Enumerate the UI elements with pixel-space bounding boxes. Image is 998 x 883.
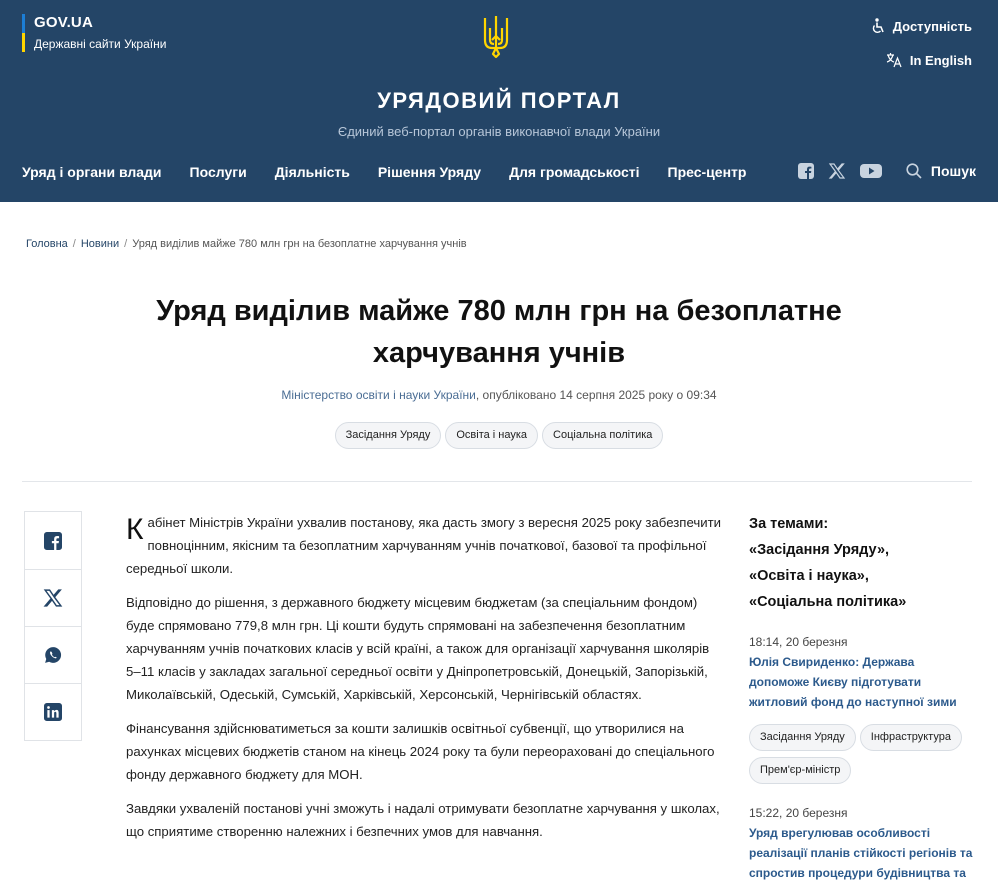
breadcrumb-current: Уряд виділив майже 780 млн грн на безоплатне харчування учнів bbox=[132, 238, 467, 250]
related-topics bbox=[749, 511, 974, 615]
sidebar bbox=[749, 511, 974, 883]
portal-subtitle: Єдиний веб-портал органів виконавчої влади України bbox=[337, 124, 661, 139]
nav-decisions[interactable]: Рішення Уряду bbox=[377, 164, 482, 180]
topics-label: За темами: bbox=[749, 516, 829, 532]
search-label: Пошук bbox=[930, 163, 976, 179]
nav-services[interactable]: Послуги bbox=[189, 164, 247, 180]
site-header bbox=[0, 0, 998, 202]
share-whatsapp-button[interactable] bbox=[25, 626, 81, 683]
youtube-icon[interactable] bbox=[860, 163, 882, 179]
article-title bbox=[100, 290, 898, 374]
news-tags bbox=[749, 724, 974, 784]
article-paragraph: Фінансування здійснюватиметься за кошти залишків освітньої субвенції, що утворилися на рахунках місцевих бюджетів станом на кінець 2024 року та були переораховані до спеціального фонду державного бюджету для МОН. bbox=[126, 721, 715, 782]
article-paragraph-text: абінет Міністрів України ухвалив постанову, яка дасть змогу з вересня 2025 року забезпечити повноцінним, якісним та безоплатним харчуванням учнів початкової, базової та профільної середньої школи. bbox=[126, 515, 721, 576]
nav-activity[interactable]: Діяльність bbox=[274, 164, 350, 180]
language-label: In English bbox=[909, 52, 972, 68]
trident-icon[interactable] bbox=[482, 14, 510, 58]
article-dropcap: К bbox=[126, 513, 144, 546]
share-facebook-button[interactable] bbox=[25, 512, 81, 569]
article-meta bbox=[0, 388, 998, 402]
nav-government[interactable]: Уряд і органи влади bbox=[22, 164, 162, 180]
translate-icon bbox=[886, 52, 902, 68]
news-item bbox=[749, 804, 974, 883]
article-paragraph bbox=[126, 511, 722, 580]
article-body bbox=[126, 511, 722, 854]
accessibility-icon bbox=[871, 18, 885, 34]
gov-ua-title[interactable]: GOV.UA bbox=[34, 14, 93, 31]
news-item bbox=[749, 633, 974, 784]
gov-ua-logo[interactable] bbox=[22, 14, 166, 52]
main-nav bbox=[22, 164, 746, 180]
news-title-link[interactable]: Юлія Свириденко: Держава допоможе Києву підготувати житловий фонд до наступної зими bbox=[749, 655, 957, 709]
search-icon bbox=[906, 163, 922, 179]
breadcrumb-news[interactable]: Новини bbox=[80, 238, 120, 250]
x-icon bbox=[44, 589, 62, 607]
topic-link[interactable]: «Засідання Уряду», bbox=[749, 542, 890, 558]
breadcrumb bbox=[26, 238, 467, 250]
share-linkedin-button[interactable] bbox=[25, 683, 81, 740]
search-button[interactable] bbox=[906, 163, 976, 179]
news-date: 15:22, 20 березня bbox=[749, 806, 848, 820]
facebook-icon bbox=[44, 532, 62, 550]
language-switch[interactable] bbox=[871, 50, 972, 70]
accessibility-button[interactable] bbox=[871, 16, 972, 36]
article-title-line: Уряд виділив майже 780 млн грн на безоплатне bbox=[156, 295, 842, 327]
news-date: 18:14, 20 березня bbox=[749, 635, 848, 649]
nav-public[interactable]: Для громадськості bbox=[509, 164, 640, 180]
share-bar bbox=[24, 511, 82, 741]
social-links bbox=[798, 163, 882, 179]
breadcrumb-home[interactable]: Головна bbox=[26, 238, 68, 250]
x-twitter-icon[interactable] bbox=[829, 163, 845, 179]
tag-social-policy[interactable]: Соціальна політика bbox=[542, 422, 663, 449]
article-title-line: харчування учнів bbox=[372, 337, 626, 369]
gov-ua-subtitle: Державні сайти України bbox=[34, 37, 167, 51]
facebook-icon[interactable] bbox=[798, 163, 814, 179]
news-tag[interactable]: Прем'єр-міністр bbox=[749, 757, 851, 784]
nav-press[interactable]: Прес-центр bbox=[667, 164, 747, 180]
breadcrumb-separator: / bbox=[72, 238, 76, 250]
article-paragraph: Завдяки ухваленій постанові учні зможуть і надалі отримувати безоплатне харчування у школах, що сприятиме створенню належних і безпечних умов для навчання. bbox=[126, 801, 720, 839]
tag-cabinet-meeting[interactable]: Засідання Уряду bbox=[335, 422, 442, 449]
topic-link[interactable]: «Соціальна політика» bbox=[749, 594, 907, 610]
share-x-button[interactable] bbox=[25, 569, 81, 626]
portal-title[interactable]: УРЯДОВИЙ ПОРТАЛ bbox=[377, 88, 621, 113]
article-ministry-link[interactable]: Міністерство освіти і науки України bbox=[281, 388, 476, 402]
linkedin-icon bbox=[44, 703, 62, 721]
news-tag[interactable]: Інфраструктура bbox=[860, 724, 962, 751]
divider bbox=[22, 481, 972, 482]
tag-education[interactable]: Освіта і наука bbox=[445, 422, 538, 449]
article-paragraph: Відповідно до рішення, з державного бюджету місцевим бюджетам (за спеціальним фондом) буде спрямовано 779,8 млн грн. Ці кошти будуть спрямовані на забезпечення безоплатним харчуванням учнів початкових класів у всій країні, а також для організації харчування школярів 5–11 класів у закладах загальної середньої освіти у Дніпропетровській, Донецькій, Запорізькій, Миколаївській, Одеській, Сумській, Харківській, Херсонській, Чернігівській областях. bbox=[126, 595, 710, 702]
whatsapp-icon bbox=[44, 646, 62, 664]
news-tag[interactable]: Засідання Уряду bbox=[749, 724, 856, 751]
article-tags bbox=[0, 422, 998, 449]
news-title-link[interactable]: Уряд врегулював особливості реалізації планів стійкості регіонів та спростив процедури будівництва та bbox=[749, 826, 973, 880]
article-published: , опубліковано 14 серпня 2025 року о 09:34 bbox=[475, 388, 717, 402]
topic-link[interactable]: «Освіта і наука», bbox=[749, 568, 869, 584]
breadcrumb-separator: / bbox=[124, 238, 128, 250]
accessibility-label: Доступність bbox=[892, 18, 972, 34]
